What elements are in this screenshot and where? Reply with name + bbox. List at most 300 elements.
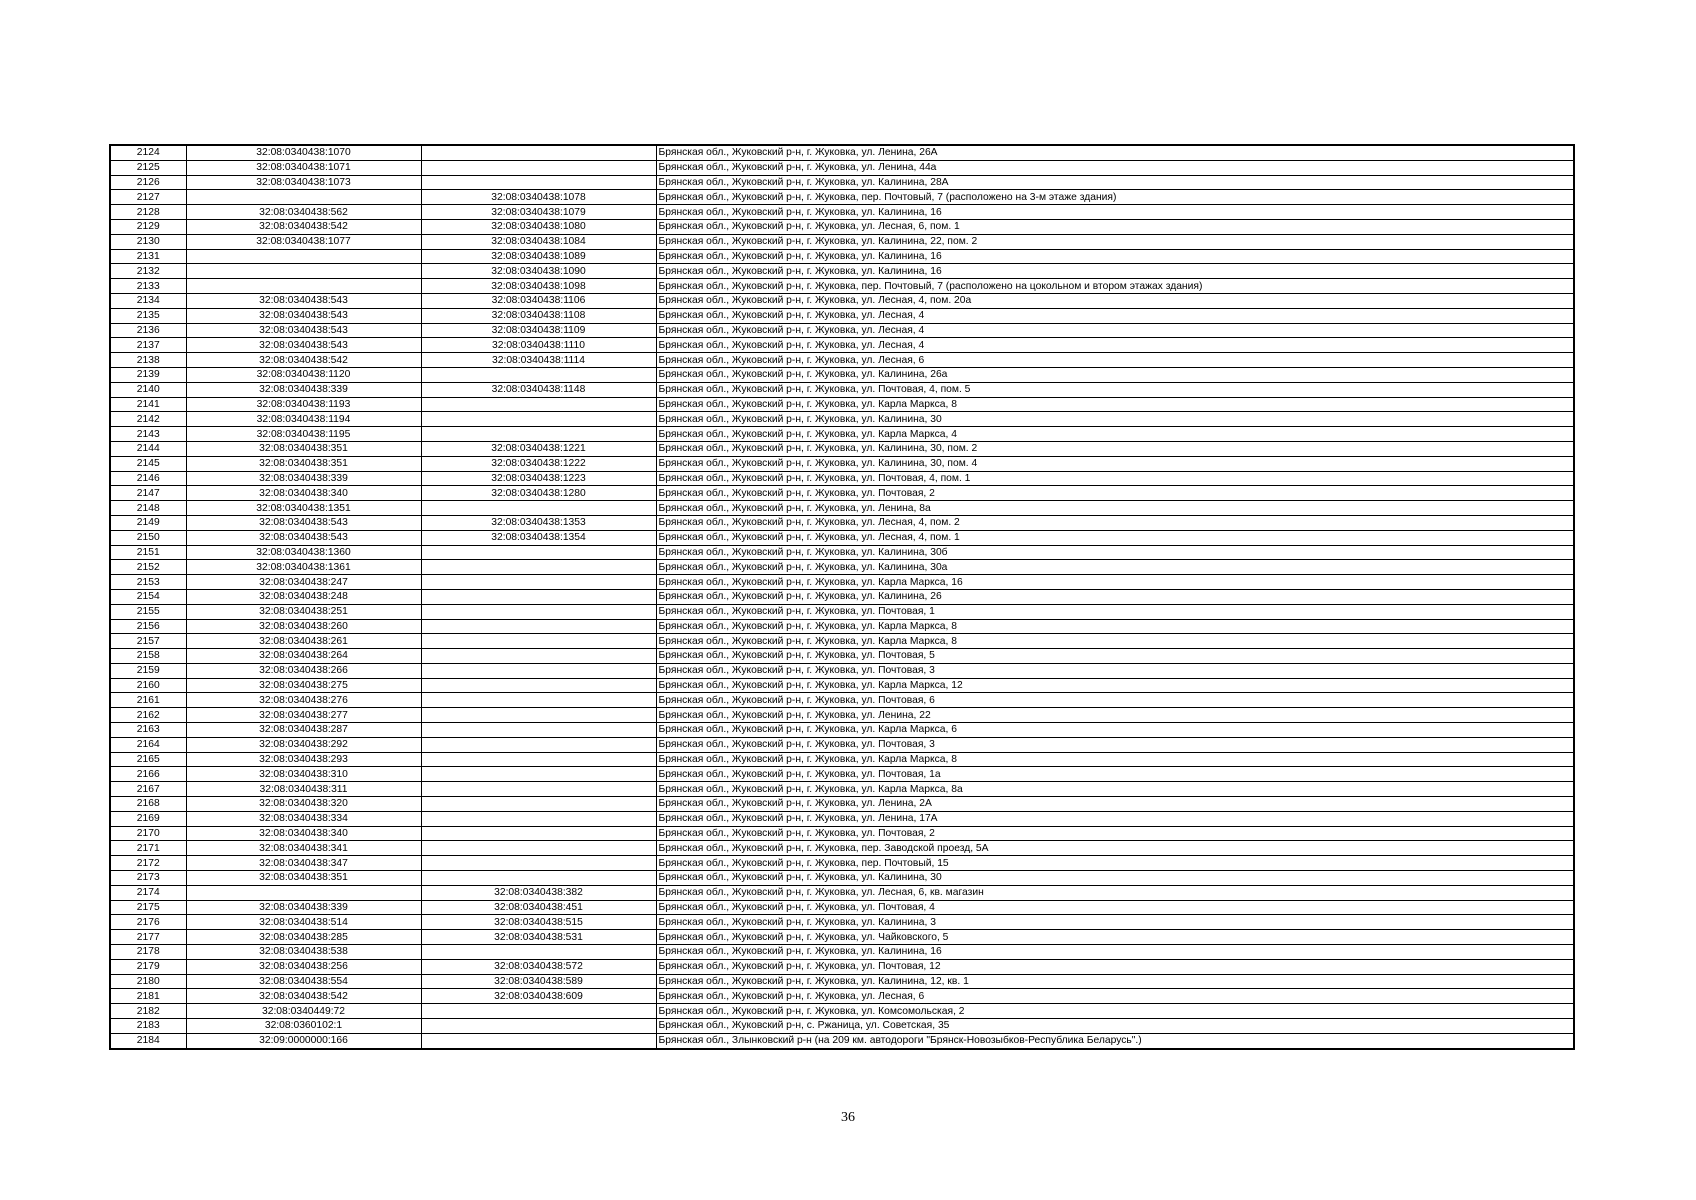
- row-number-cell: 2153: [110, 575, 186, 590]
- address-cell: Брянская обл., Жуковский р-н, г. Жуковка, ул. Калинина, 16: [656, 945, 1574, 960]
- object-cadastral-number-cell: 32:08:0340438:1108: [421, 308, 656, 323]
- cadastral-number-cell: 32:08:0340438:292: [186, 737, 421, 752]
- table-row: [110, 1004, 1574, 1019]
- table-row: [110, 737, 1574, 752]
- address-cell: Брянская обл., Жуковский р-н, г. Жуковка, ул. Карла Маркса, 6: [656, 723, 1574, 738]
- address-cell: Брянская обл., Жуковский р-н, г. Жуковка, ул. Калинина, 30б: [656, 545, 1574, 560]
- object-cadastral-number-cell: 32:08:0340438:531: [421, 930, 656, 945]
- address-cell: Брянская обл., Жуковский р-н, г. Жуковка, ул. Карла Маркса, 8: [656, 619, 1574, 634]
- cadastral-number-cell: 32:08:0340438:347: [186, 856, 421, 871]
- object-cadastral-number-cell: 32:08:0340438:1221: [421, 441, 656, 456]
- table-row: [110, 427, 1574, 442]
- cadastral-number-cell: [186, 190, 421, 205]
- row-number-cell: 2131: [110, 249, 186, 264]
- address-cell: Брянская обл., Жуковский р-н, г. Жуковка, ул. Почтовая, 2: [656, 826, 1574, 841]
- table-row: [110, 293, 1574, 308]
- row-number-cell: 2164: [110, 737, 186, 752]
- object-cadastral-number-cell: [421, 501, 656, 516]
- table-row: [110, 308, 1574, 323]
- cadastral-number-cell: 32:08:0340438:339: [186, 382, 421, 397]
- object-cadastral-number-cell: [421, 782, 656, 797]
- object-cadastral-number-cell: 32:08:0340438:1084: [421, 234, 656, 249]
- cadastral-number-cell: 32:08:0340438:310: [186, 767, 421, 782]
- row-number-cell: 2178: [110, 945, 186, 960]
- object-cadastral-number-cell: 32:08:0340438:1080: [421, 219, 656, 234]
- cadastral-number-cell: 32:08:0340438:554: [186, 974, 421, 989]
- row-number-cell: 2136: [110, 323, 186, 338]
- address-cell: Брянская обл., Жуковский р-н, г. Жуковка, ул. Ленина, 44а: [656, 160, 1574, 175]
- row-number-cell: 2165: [110, 752, 186, 767]
- cadastral-number-cell: [186, 279, 421, 294]
- address-cell: Брянская обл., Жуковский р-н, г. Жуковка, ул. Почтовая, 5: [656, 649, 1574, 664]
- address-cell: Брянская обл., Жуковский р-н, г. Жуковка, ул. Карла Маркса, 16: [656, 575, 1574, 590]
- row-number-cell: 2142: [110, 412, 186, 427]
- table-row: [110, 190, 1574, 205]
- row-number-cell: 2182: [110, 1004, 186, 1019]
- address-cell: Брянская обл., Жуковский р-н, г. Жуковка, ул. Почтовая, 2: [656, 486, 1574, 501]
- table-row: [110, 264, 1574, 279]
- row-number-cell: 2155: [110, 604, 186, 619]
- row-number-cell: 2145: [110, 456, 186, 471]
- table-row: [110, 663, 1574, 678]
- address-cell: Брянская обл., Жуковский р-н, г. Жуковка, пер. Почтовый, 15: [656, 856, 1574, 871]
- address-cell: Брянская обл., Жуковский р-н, г. Жуковка, ул. Чайковского, 5: [656, 930, 1574, 945]
- registry-table: [109, 144, 1575, 1050]
- object-cadastral-number-cell: [421, 145, 656, 160]
- object-cadastral-number-cell: [421, 678, 656, 693]
- cadastral-number-cell: 32:08:0340438:562: [186, 205, 421, 220]
- row-number-cell: 2134: [110, 293, 186, 308]
- row-number-cell: 2148: [110, 501, 186, 516]
- cadastral-number-cell: 32:08:0340438:543: [186, 308, 421, 323]
- table-row: [110, 900, 1574, 915]
- table-row: [110, 441, 1574, 456]
- address-cell: Брянская обл., Жуковский р-н, г. Жуковка, ул. Лесная, 4: [656, 323, 1574, 338]
- address-cell: Брянская обл., Жуковский р-н, г. Жуковка, ул. Лесная, 4: [656, 338, 1574, 353]
- cadastral-number-cell: 32:08:0340438:1077: [186, 234, 421, 249]
- address-cell: Брянская обл., Жуковский р-н, г. Жуковка, ул. Калинина, 30, пом. 2: [656, 441, 1574, 456]
- object-cadastral-number-cell: [421, 427, 656, 442]
- address-cell: Брянская обл., Жуковский р-н, г. Жуковка, ул. Почтовая, 4, пом. 5: [656, 382, 1574, 397]
- row-number-cell: 2127: [110, 190, 186, 205]
- cadastral-number-cell: 32:08:0340438:1361: [186, 560, 421, 575]
- cadastral-number-cell: 32:08:0340438:339: [186, 471, 421, 486]
- object-cadastral-number-cell: [421, 1004, 656, 1019]
- object-cadastral-number-cell: [421, 160, 656, 175]
- cadastral-number-cell: 32:08:0340449:72: [186, 1004, 421, 1019]
- row-number-cell: 2135: [110, 308, 186, 323]
- cadastral-number-cell: 32:08:0340438:538: [186, 945, 421, 960]
- address-cell: Брянская обл., Жуковский р-н, г. Жуковка, ул. Почтовая, 3: [656, 663, 1574, 678]
- table-row: [110, 959, 1574, 974]
- address-cell: Брянская обл., Жуковский р-н, г. Жуковка, ул. Ленина, 8а: [656, 501, 1574, 516]
- address-cell: Брянская обл., Жуковский р-н, г. Жуковка, ул. Лесная, 4, пом. 1: [656, 530, 1574, 545]
- object-cadastral-number-cell: 32:08:0340438:572: [421, 959, 656, 974]
- table-row: [110, 885, 1574, 900]
- row-number-cell: 2158: [110, 649, 186, 664]
- table-row: [110, 323, 1574, 338]
- row-number-cell: 2152: [110, 560, 186, 575]
- object-cadastral-number-cell: 32:08:0340438:1223: [421, 471, 656, 486]
- address-cell: Брянская обл., Жуковский р-н, г. Жуковка, ул. Лесная, 4, пом. 2: [656, 515, 1574, 530]
- row-number-cell: 2139: [110, 367, 186, 382]
- address-cell: Брянская обл., Жуковский р-н, г. Жуковка, ул. Карла Маркса, 4: [656, 427, 1574, 442]
- object-cadastral-number-cell: [421, 693, 656, 708]
- table-row: [110, 811, 1574, 826]
- object-cadastral-number-cell: [421, 841, 656, 856]
- object-cadastral-number-cell: [421, 649, 656, 664]
- cadastral-number-cell: 32:08:0340438:542: [186, 219, 421, 234]
- object-cadastral-number-cell: [421, 604, 656, 619]
- object-cadastral-number-cell: [421, 397, 656, 412]
- table-row: [110, 219, 1574, 234]
- object-cadastral-number-cell: [421, 1019, 656, 1034]
- cadastral-number-cell: 32:08:0340438:293: [186, 752, 421, 767]
- object-cadastral-number-cell: [421, 589, 656, 604]
- table-row: [110, 930, 1574, 945]
- table-row: [110, 530, 1574, 545]
- object-cadastral-number-cell: 32:08:0340438:1114: [421, 353, 656, 368]
- row-number-cell: 2181: [110, 989, 186, 1004]
- table-row: [110, 545, 1574, 560]
- table-row: [110, 515, 1574, 530]
- row-number-cell: 2129: [110, 219, 186, 234]
- cadastral-number-cell: 32:08:0340438:261: [186, 634, 421, 649]
- object-cadastral-number-cell: [421, 175, 656, 190]
- cadastral-number-cell: 32:08:0340438:1120: [186, 367, 421, 382]
- cadastral-number-cell: 32:08:0340438:275: [186, 678, 421, 693]
- cadastral-number-cell: 32:08:0340438:514: [186, 915, 421, 930]
- row-number-cell: 2173: [110, 871, 186, 886]
- table-row: [110, 708, 1574, 723]
- object-cadastral-number-cell: [421, 663, 656, 678]
- object-cadastral-number-cell: 32:08:0340438:1078: [421, 190, 656, 205]
- address-cell: Брянская обл., Жуковский р-н, г. Жуковка, ул. Калинина, 30а: [656, 560, 1574, 575]
- row-number-cell: 2157: [110, 634, 186, 649]
- row-number-cell: 2167: [110, 782, 186, 797]
- address-cell: Брянская обл., Жуковский р-н, г. Жуковка, ул. Лесная, 6: [656, 353, 1574, 368]
- row-number-cell: 2162: [110, 708, 186, 723]
- table-row: [110, 871, 1574, 886]
- cadastral-number-cell: 32:08:0340438:543: [186, 515, 421, 530]
- object-cadastral-number-cell: 32:08:0340438:1090: [421, 264, 656, 279]
- address-cell: Брянская обл., Жуковский р-н, г. Жуковка, ул. Ленина, 17А: [656, 811, 1574, 826]
- address-cell: Брянская обл., Жуковский р-н, г. Жуковка, ул. Калинина, 16: [656, 264, 1574, 279]
- table-row: [110, 945, 1574, 960]
- table-row: [110, 575, 1574, 590]
- row-number-cell: 2150: [110, 530, 186, 545]
- row-number-cell: 2170: [110, 826, 186, 841]
- table-row: [110, 145, 1574, 160]
- row-number-cell: 2184: [110, 1033, 186, 1048]
- cadastral-number-cell: 32:08:0340438:341: [186, 841, 421, 856]
- row-number-cell: 2169: [110, 811, 186, 826]
- table-row: [110, 589, 1574, 604]
- row-number-cell: 2144: [110, 441, 186, 456]
- cadastral-number-cell: 32:08:0340438:1071: [186, 160, 421, 175]
- cadastral-number-cell: [186, 249, 421, 264]
- row-number-cell: 2183: [110, 1019, 186, 1034]
- object-cadastral-number-cell: 32:08:0340438:1222: [421, 456, 656, 471]
- address-cell: Брянская обл., Жуковский р-н, г. Жуковка, ул. Калинина, 3: [656, 915, 1574, 930]
- cadastral-number-cell: 32:08:0340438:340: [186, 486, 421, 501]
- address-cell: Брянская обл., Жуковский р-н, г. Жуковка, ул. Почтовая, 3: [656, 737, 1574, 752]
- table-row: [110, 249, 1574, 264]
- object-cadastral-number-cell: [421, 945, 656, 960]
- row-number-cell: 2179: [110, 959, 186, 974]
- address-cell: Брянская обл., Жуковский р-н, г. Жуковка, ул. Калинина, 30, пом. 4: [656, 456, 1574, 471]
- object-cadastral-number-cell: 32:08:0340438:1280: [421, 486, 656, 501]
- object-cadastral-number-cell: 32:08:0340438:1110: [421, 338, 656, 353]
- cadastral-number-cell: 32:08:0340438:543: [186, 323, 421, 338]
- cadastral-number-cell: 32:08:0340438:264: [186, 649, 421, 664]
- address-cell: Брянская обл., Жуковский р-н, г. Жуковка, ул. Почтовая, 6: [656, 693, 1574, 708]
- row-number-cell: 2132: [110, 264, 186, 279]
- row-number-cell: 2154: [110, 589, 186, 604]
- cadastral-number-cell: 32:08:0340438:260: [186, 619, 421, 634]
- row-number-cell: 2166: [110, 767, 186, 782]
- address-cell: Брянская обл., Жуковский р-н, г. Жуковка, ул. Калинина, 16: [656, 205, 1574, 220]
- address-cell: Брянская обл., Жуковский р-н, г. Жуковка, ул. Лесная, 6, кв. магазин: [656, 885, 1574, 900]
- row-number-cell: 2159: [110, 663, 186, 678]
- address-cell: Брянская обл., Жуковский р-н, г. Жуковка, ул. Карла Маркса, 8: [656, 634, 1574, 649]
- table-row: [110, 338, 1574, 353]
- address-cell: Брянская обл., Жуковский р-н, г. Жуковка, ул. Калинина, 26: [656, 589, 1574, 604]
- address-cell: Брянская обл., Жуковский р-н, г. Жуковка, пер. Заводской проезд, 5А: [656, 841, 1574, 856]
- row-number-cell: 2168: [110, 797, 186, 812]
- table-row: [110, 353, 1574, 368]
- cadastral-number-cell: 32:08:0340438:351: [186, 871, 421, 886]
- row-number-cell: 2130: [110, 234, 186, 249]
- cadastral-number-cell: [186, 264, 421, 279]
- table-row: [110, 752, 1574, 767]
- cadastral-number-cell: 32:08:0340438:320: [186, 797, 421, 812]
- table-row: [110, 412, 1574, 427]
- cadastral-number-cell: 32:08:0340438:285: [186, 930, 421, 945]
- address-cell: Брянская обл., Жуковский р-н, г. Жуковка, ул. Калинина, 22, пом. 2: [656, 234, 1574, 249]
- page-number: 36: [841, 1110, 855, 1125]
- object-cadastral-number-cell: 32:08:0340438:451: [421, 900, 656, 915]
- object-cadastral-number-cell: [421, 575, 656, 590]
- table-row: [110, 797, 1574, 812]
- object-cadastral-number-cell: [421, 752, 656, 767]
- row-number-cell: 2176: [110, 915, 186, 930]
- row-number-cell: 2177: [110, 930, 186, 945]
- object-cadastral-number-cell: [421, 412, 656, 427]
- table-row: [110, 678, 1574, 693]
- object-cadastral-number-cell: [421, 634, 656, 649]
- cadastral-number-cell: 32:08:0340438:287: [186, 723, 421, 738]
- row-number-cell: 2161: [110, 693, 186, 708]
- address-cell: Брянская обл., Жуковский р-н, г. Жуковка, ул. Калинина, 28А: [656, 175, 1574, 190]
- row-number-cell: 2156: [110, 619, 186, 634]
- cadastral-number-cell: 32:08:0340438:277: [186, 708, 421, 723]
- table-row: [110, 604, 1574, 619]
- object-cadastral-number-cell: [421, 737, 656, 752]
- table-row: [110, 915, 1574, 930]
- address-cell: Брянская обл., Жуковский р-н, г. Жуковка, ул. Карла Маркса, 12: [656, 678, 1574, 693]
- address-cell: Брянская обл., Жуковский р-н, г. Жуковка, ул. Почтовая, 12: [656, 959, 1574, 974]
- table-row: [110, 649, 1574, 664]
- address-cell: Брянская обл., Злынковский р-н (на 209 км. автодороги "Брянск-Новозыбков-Республика Беларусь".): [656, 1033, 1574, 1048]
- table-row: [110, 560, 1574, 575]
- object-cadastral-number-cell: [421, 811, 656, 826]
- cadastral-number-cell: 32:08:0340438:256: [186, 959, 421, 974]
- table-row: [110, 205, 1574, 220]
- object-cadastral-number-cell: 32:08:0340438:1354: [421, 530, 656, 545]
- object-cadastral-number-cell: [421, 826, 656, 841]
- address-cell: Брянская обл., Жуковский р-н, г. Жуковка, ул. Калинина, 30: [656, 871, 1574, 886]
- row-number-cell: 2124: [110, 145, 186, 160]
- address-cell: Брянская обл., Жуковский р-н, г. Жуковка, ул. Карла Маркса, 8: [656, 752, 1574, 767]
- cadastral-number-cell: 32:08:0340438:1073: [186, 175, 421, 190]
- table-row: [110, 486, 1574, 501]
- cadastral-number-cell: 32:08:0340438:266: [186, 663, 421, 678]
- object-cadastral-number-cell: [421, 367, 656, 382]
- row-number-cell: 2143: [110, 427, 186, 442]
- table-row: [110, 471, 1574, 486]
- table-row: [110, 279, 1574, 294]
- cadastral-number-cell: 32:08:0340438:276: [186, 693, 421, 708]
- cadastral-number-cell: 32:08:0340438:351: [186, 456, 421, 471]
- object-cadastral-number-cell: [421, 1033, 656, 1048]
- object-cadastral-number-cell: [421, 723, 656, 738]
- object-cadastral-number-cell: 32:08:0340438:1098: [421, 279, 656, 294]
- row-number-cell: 2151: [110, 545, 186, 560]
- object-cadastral-number-cell: [421, 871, 656, 886]
- row-number-cell: 2174: [110, 885, 186, 900]
- row-number-cell: 2138: [110, 353, 186, 368]
- row-number-cell: 2141: [110, 397, 186, 412]
- object-cadastral-number-cell: [421, 856, 656, 871]
- row-number-cell: 2126: [110, 175, 186, 190]
- address-cell: Брянская обл., Жуковский р-н, г. Жуковка, ул. Ленина, 22: [656, 708, 1574, 723]
- row-number-cell: 2140: [110, 382, 186, 397]
- table-row: [110, 456, 1574, 471]
- address-cell: Брянская обл., Жуковский р-н, г. Жуковка, ул. Лесная, 6, пом. 1: [656, 219, 1574, 234]
- object-cadastral-number-cell: 32:08:0340438:382: [421, 885, 656, 900]
- object-cadastral-number-cell: [421, 708, 656, 723]
- object-cadastral-number-cell: 32:08:0340438:1106: [421, 293, 656, 308]
- cadastral-number-cell: 32:08:0340438:340: [186, 826, 421, 841]
- cadastral-number-cell: 32:08:0340438:1193: [186, 397, 421, 412]
- cadastral-number-cell: 32:08:0340438:247: [186, 575, 421, 590]
- row-number-cell: 2163: [110, 723, 186, 738]
- cadastral-number-cell: 32:09:0000000:166: [186, 1033, 421, 1048]
- row-number-cell: 2172: [110, 856, 186, 871]
- table-row: [110, 1033, 1574, 1048]
- cadastral-number-cell: 32:08:0340438:1351: [186, 501, 421, 516]
- address-cell: Брянская обл., Жуковский р-н, г. Жуковка, ул. Почтовая, 4, пом. 1: [656, 471, 1574, 486]
- table-row: [110, 841, 1574, 856]
- address-cell: Брянская обл., Жуковский р-н, г. Жуковка, ул. Комсомольская, 2: [656, 1004, 1574, 1019]
- table-row: [110, 501, 1574, 516]
- object-cadastral-number-cell: 32:08:0340438:515: [421, 915, 656, 930]
- cadastral-number-cell: 32:08:0340438:339: [186, 900, 421, 915]
- address-cell: Брянская обл., Жуковский р-н, г. Жуковка, ул. Калинина, 12, кв. 1: [656, 974, 1574, 989]
- address-cell: Брянская обл., Жуковский р-н, г. Жуковка, пер. Почтовый, 7 (расположено на 3-м этаже здания): [656, 190, 1574, 205]
- cadastral-number-cell: 32:08:0340438:1360: [186, 545, 421, 560]
- object-cadastral-number-cell: 32:08:0340438:1089: [421, 249, 656, 264]
- object-cadastral-number-cell: [421, 797, 656, 812]
- row-number-cell: 2171: [110, 841, 186, 856]
- row-number-cell: 2175: [110, 900, 186, 915]
- table-row: [110, 723, 1574, 738]
- object-cadastral-number-cell: 32:08:0340438:1079: [421, 205, 656, 220]
- address-cell: Брянская обл., Жуковский р-н, г. Жуковка, ул. Почтовая, 4: [656, 900, 1574, 915]
- row-number-cell: 2149: [110, 515, 186, 530]
- address-cell: Брянская обл., Жуковский р-н, г. Жуковка, пер. Почтовый, 7 (расположено на цокольном и втором этажах здания): [656, 279, 1574, 294]
- address-cell: Брянская обл., Жуковский р-н, г. Жуковка, ул. Лесная, 4: [656, 308, 1574, 323]
- table-row: [110, 160, 1574, 175]
- cadastral-number-cell: 32:08:0340438:543: [186, 530, 421, 545]
- cadastral-number-cell: 32:08:0340438:334: [186, 811, 421, 826]
- cadastral-number-cell: 32:08:0340438:351: [186, 441, 421, 456]
- cadastral-number-cell: 32:08:0340438:1195: [186, 427, 421, 442]
- table-row: [110, 397, 1574, 412]
- object-cadastral-number-cell: 32:08:0340438:1109: [421, 323, 656, 338]
- cadastral-number-cell: 32:08:0340438:251: [186, 604, 421, 619]
- object-cadastral-number-cell: 32:08:0340438:609: [421, 989, 656, 1004]
- table-row: [110, 234, 1574, 249]
- address-cell: Брянская обл., Жуковский р-н, г. Жуковка, ул. Лесная, 4, пом. 20а: [656, 293, 1574, 308]
- cadastral-number-cell: 32:08:0340438:1194: [186, 412, 421, 427]
- object-cadastral-number-cell: [421, 545, 656, 560]
- row-number-cell: 2125: [110, 160, 186, 175]
- table-row: [110, 367, 1574, 382]
- table-row: [110, 175, 1574, 190]
- address-cell: Брянская обл., Жуковский р-н, г. Жуковка, ул. Ленина, 2А: [656, 797, 1574, 812]
- cadastral-number-cell: 32:08:0340438:248: [186, 589, 421, 604]
- cadastral-number-cell: 32:08:0340438:1070: [186, 145, 421, 160]
- object-cadastral-number-cell: 32:08:0340438:589: [421, 974, 656, 989]
- row-number-cell: 2133: [110, 279, 186, 294]
- address-cell: Брянская обл., Жуковский р-н, г. Жуковка, ул. Калинина, 16: [656, 249, 1574, 264]
- table-row: [110, 826, 1574, 841]
- address-cell: Брянская обл., Жуковский р-н, г. Жуковка, ул. Лесная, 6: [656, 989, 1574, 1004]
- object-cadastral-number-cell: [421, 560, 656, 575]
- cadastral-number-cell: [186, 885, 421, 900]
- row-number-cell: 2160: [110, 678, 186, 693]
- table-row: [110, 693, 1574, 708]
- row-number-cell: 2137: [110, 338, 186, 353]
- row-number-cell: 2180: [110, 974, 186, 989]
- object-cadastral-number-cell: [421, 767, 656, 782]
- row-number-cell: 2128: [110, 205, 186, 220]
- cadastral-number-cell: 32:08:0360102:1: [186, 1019, 421, 1034]
- address-cell: Брянская обл., Жуковский р-н, с. Ржаница, ул. Советская, 35: [656, 1019, 1574, 1034]
- table-row: [110, 767, 1574, 782]
- address-cell: Брянская обл., Жуковский р-н, г. Жуковка, ул. Почтовая, 1: [656, 604, 1574, 619]
- table-row: [110, 382, 1574, 397]
- object-cadastral-number-cell: 32:08:0340438:1353: [421, 515, 656, 530]
- row-number-cell: 2147: [110, 486, 186, 501]
- table-row: [110, 856, 1574, 871]
- object-cadastral-number-cell: [421, 619, 656, 634]
- table-row: [110, 1019, 1574, 1034]
- address-cell: Брянская обл., Жуковский р-н, г. Жуковка, ул. Калинина, 26а: [656, 367, 1574, 382]
- cadastral-number-cell: 32:08:0340438:311: [186, 782, 421, 797]
- table-row: [110, 974, 1574, 989]
- table-row: [110, 989, 1574, 1004]
- cadastral-number-cell: 32:08:0340438:543: [186, 338, 421, 353]
- cadastral-number-cell: 32:08:0340438:542: [186, 989, 421, 1004]
- address-cell: Брянская обл., Жуковский р-н, г. Жуковка, ул. Карла Маркса, 8а: [656, 782, 1574, 797]
- address-cell: Брянская обл., Жуковский р-н, г. Жуковка, ул. Ленина, 26А: [656, 145, 1574, 160]
- registry-table-body: [110, 145, 1574, 1049]
- address-cell: Брянская обл., Жуковский р-н, г. Жуковка, ул. Почтовая, 1а: [656, 767, 1574, 782]
- row-number-cell: 2146: [110, 471, 186, 486]
